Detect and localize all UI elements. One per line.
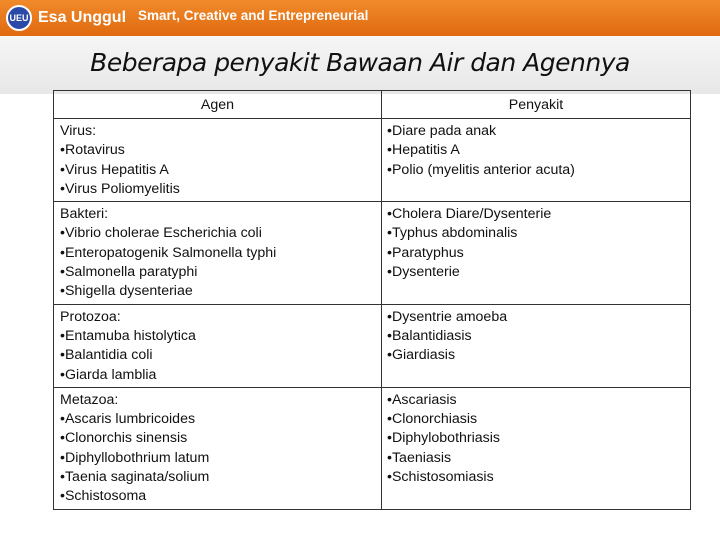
agent-line: •Giarda lamblia <box>60 366 157 383</box>
table-header-row <box>54 91 691 119</box>
agent-line: •Balantidia coli <box>60 347 153 364</box>
disease-line: •Schistosomiasis <box>387 469 494 486</box>
agent-line: •Clonorchis sinensis <box>60 430 188 447</box>
table-row <box>54 387 691 509</box>
disease-cell <box>382 304 691 387</box>
agent-line: •Schistosoma <box>60 488 147 505</box>
disease-line: •Giardiasis <box>387 347 456 364</box>
agent-line: •Shigella dysenteriae <box>60 283 193 300</box>
disease-line: •Taeniasis <box>387 449 452 466</box>
disease-line: •Dysentrie amoeba <box>387 308 508 325</box>
agent-cell <box>54 304 382 387</box>
header-bar <box>0 0 720 36</box>
agent-line: •Taenia saginata/solium <box>60 469 210 486</box>
disease-line: •Diphylobothriasis <box>387 430 501 447</box>
disease-cell <box>382 387 691 509</box>
disease-line: •Polio (myelitis anterior acuta) <box>387 161 575 178</box>
disease-cell <box>382 202 691 304</box>
slide-title: Beberapa penyakit Bawaan Air dan Agennya <box>90 48 630 77</box>
agent-line: •Salmonella paratyphi <box>60 264 198 281</box>
agent-line: •Rotavirus <box>60 142 125 159</box>
disease-cell <box>382 119 691 202</box>
disease-line: •Paratyphus <box>387 244 464 261</box>
disease-line: •Dysenterie <box>387 264 460 281</box>
table-row <box>54 119 691 202</box>
agent-line: •Vibrio cholerae Escherichia coli <box>60 225 262 242</box>
agent-line: Bakteri: <box>60 206 109 223</box>
disease-line: •Hepatitis A <box>387 142 460 159</box>
disease-line: •Cholera Diare/Dysenterie <box>387 206 552 223</box>
table-row <box>54 304 691 387</box>
logo <box>6 4 126 32</box>
agent-cell <box>54 387 382 509</box>
disease-line: •Clonorchiasis <box>387 411 478 428</box>
disease-table <box>53 90 691 510</box>
agent-line: Virus: <box>60 123 97 139</box>
logo-text: Esa Unggul <box>38 9 127 26</box>
disease-line: •Diare pada anak <box>387 123 497 139</box>
agent-line: •Enteropatogenik Salmonella typhi <box>60 244 277 261</box>
agent-line: •Entamuba histolytica <box>60 327 196 344</box>
tagline: Smart, Creative and Entrepreneurial <box>138 8 369 23</box>
disease-line: •Typhus abdominalis <box>387 225 518 242</box>
agent-line: •Diphyllobothrium latum <box>60 449 210 466</box>
agent-line: Metazoa: <box>60 391 119 408</box>
table-row <box>54 202 691 304</box>
agent-cell <box>54 202 382 304</box>
agent-line: Protozoa: <box>60 308 121 325</box>
agent-cell <box>54 119 382 202</box>
agent-line: •Virus Poliomyelitis <box>60 180 180 197</box>
agent-line: •Ascaris lumbricoides <box>60 411 196 428</box>
agent-line: •Virus Hepatitis A <box>60 161 169 178</box>
column-header-penyakit: Penyakit <box>382 91 691 119</box>
disease-line: •Ascariasis <box>387 391 457 408</box>
logo-emblem-icon: UEU <box>6 5 32 31</box>
disease-line: •Balantidiasis <box>387 327 472 344</box>
column-header-agen: Agen <box>54 91 382 119</box>
